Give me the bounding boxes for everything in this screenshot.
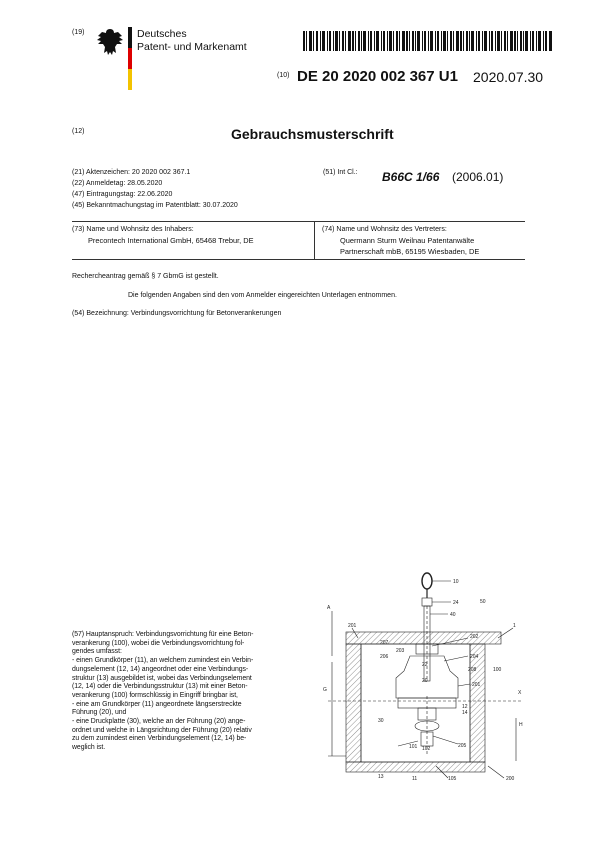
registration-date: (47) Eintragungstag: 22.06.2020 [72, 191, 173, 198]
office-name-line2: Patent- und Markenamt [137, 41, 247, 53]
claim-line: verankerung (100) formschlüssig in Eingriff bringbar ist, [72, 691, 238, 699]
int-cl-code: (51) Int Cl.: [323, 169, 358, 176]
svg-text:H: H [519, 722, 523, 728]
divider-bottom [72, 259, 525, 260]
divider-top [72, 221, 525, 222]
patent-drawing [318, 566, 533, 781]
claim-line: - eine am Grundkörper (11) angeordnete längserstreckte [72, 700, 242, 708]
svg-text:13: 13 [378, 774, 384, 780]
svg-text:10: 10 [453, 579, 459, 585]
svg-text:201: 201 [472, 682, 481, 688]
flag-bar [128, 27, 132, 90]
federal-eagle-logo [96, 27, 124, 59]
svg-text:22: 22 [422, 662, 428, 668]
code-19: (19) [72, 29, 85, 36]
claim-line: gendes umfasst: [72, 648, 122, 656]
svg-text:14: 14 [462, 710, 468, 716]
office-name-line1: Deutsches [137, 28, 187, 40]
representative-line1: Quermann Sturm Weilnau Patentanwälte [340, 236, 475, 245]
claim-line: - eine Druckplatte (30), welche an der Führung (20) ange- [72, 718, 246, 726]
svg-text:50: 50 [480, 599, 486, 605]
claim-line: Führung (20), und [72, 709, 127, 717]
svg-text:105: 105 [448, 776, 457, 781]
claim-line: (12, 14) oder die Verbindungsstruktur (13) mit einer Beton- [72, 683, 248, 691]
int-cl-version: (2006.01) [452, 170, 504, 184]
representative-heading: (74) Name und Wohnsitz des Vertreters: [322, 226, 447, 233]
svg-text:202: 202 [470, 634, 479, 640]
filing-number: (21) Aktenzeichen: 20 2020 002 367.1 [72, 169, 191, 176]
claim-line: (57) Hauptanspruch: Verbindungsvorrichtung für eine Beton- [72, 631, 254, 638]
svg-text:A: A [327, 605, 331, 611]
svg-text:208: 208 [468, 667, 477, 673]
main-claim [72, 631, 309, 753]
svg-text:X: X [518, 690, 522, 696]
svg-text:204: 204 [470, 654, 479, 660]
svg-text:200: 200 [506, 776, 515, 781]
svg-text:206: 206 [380, 654, 389, 660]
svg-text:205: 205 [458, 743, 467, 749]
claim-line: verankerung (100), wobei die Verbindungsvorrichtung fol- [72, 639, 245, 647]
claim-line: zu dem zumindest einen Verbindungselement (12, 14) be- [72, 735, 247, 743]
svg-text:101: 101 [409, 744, 418, 750]
svg-text:20: 20 [422, 678, 428, 684]
claim-line: ordnet und welche in Längsrichtung der Führung (20) relativ [72, 726, 252, 734]
int-cl-class: B66C 1/66 [382, 170, 440, 184]
code-12: (12) [72, 128, 85, 135]
svg-text:203: 203 [396, 648, 405, 654]
svg-text:24: 24 [453, 600, 459, 606]
publication-date: (45) Bekanntmachungstag im Patentblatt: 30.07.2020 [72, 202, 238, 209]
applicant-note: Die folgenden Angaben sind den vom Anmelder eingereichten Unterlagen entnommen. [128, 292, 397, 299]
code-10: (10) [277, 72, 290, 79]
svg-text:11: 11 [412, 776, 418, 781]
divider-vertical [314, 221, 315, 259]
svg-text:40: 40 [450, 612, 456, 618]
document-date: 2020.07.30 [473, 69, 544, 85]
svg-text:201: 201 [348, 623, 357, 629]
owner-value: Precontech International GmbH, 65468 Trebur, DE [88, 236, 254, 245]
filing-date: (22) Anmeldetag: 28.05.2020 [72, 180, 163, 187]
owner-heading: (73) Name und Wohnsitz des Inhabers: [72, 226, 194, 233]
document-number: DE 20 2020 002 367 U1 [297, 68, 458, 85]
svg-text:207: 207 [380, 640, 389, 646]
claim-line: weglich ist. [72, 744, 106, 752]
search-request-note: Rechercheantrag gemäß § 7 GbmG ist gestellt. [72, 273, 219, 280]
document-type: Gebrauchsmusterschrift [231, 126, 394, 142]
barcode [303, 31, 552, 51]
claim-line: - einen Grundkörper (11), an welchem zumindest ein Verbin- [72, 657, 254, 665]
svg-text:G: G [323, 687, 327, 693]
claim-line: struktur (13) ausgebildet ist, wobei das Verbindungselement [72, 674, 252, 682]
representative-line2: Partnerschaft mbB, 65195 Wiesbaden, DE [340, 247, 480, 256]
svg-text:100: 100 [493, 667, 502, 673]
svg-text:30: 30 [378, 718, 384, 724]
svg-text:102: 102 [422, 746, 431, 752]
claim-line: dungselement (12, 14) angeordnet oder eine Verbindungs- [72, 665, 249, 673]
svg-text:12: 12 [462, 704, 468, 710]
invention-title: (54) Bezeichnung: Verbindungsvorrichtung für Betonverankerungen [72, 310, 282, 317]
svg-text:1: 1 [513, 623, 516, 629]
